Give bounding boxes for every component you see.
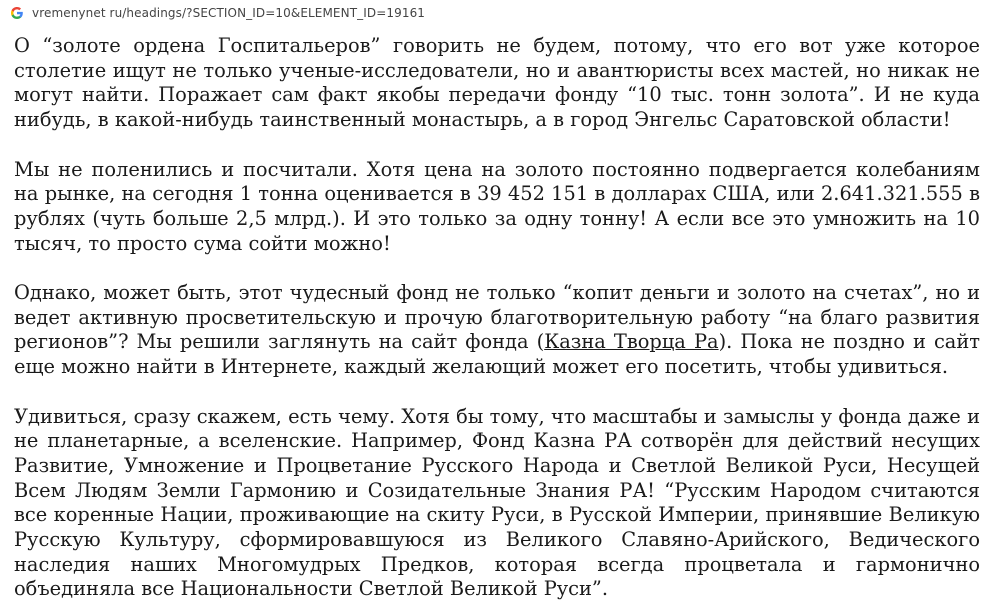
fund-website-link[interactable]: Казна Творца Ра	[544, 330, 718, 353]
paragraph-3-text-start: Однако, может быть, этот чудесный фонд не только “копит деньги и золото на счетах”, но и ведет активную просветительскую и прочую благотворительную работу “на благо развития регионов”? Мы решили заглянуть на сайт фонда (	[14, 281, 980, 353]
paragraph-1: О “золоте ордена Госпитальеров” говорить не будем, потому, что его вот уже которое столетие ищут не только ученые-исследователи, но и авантюристы всех мастей, но никак не могут найти. Поражает сам факт якобы передачи фонду “10 тыс. тонн золота”. И не куда нибудь, в какой-нибудь таинственный монастырь, а в город Энгельс Саратовской области!	[14, 34, 980, 133]
url-text[interactable]: vremenynet ru/headings/?SECTION_ID=10&ELEMENT_ID=19161	[32, 6, 425, 20]
paragraph-4: Удивиться, сразу скажем, есть чему. Хотя бы тому, что масштабы и замыслы у фонда даже и не планетарные, а вселенские. Например, Фонд Казна РА сотворён для действий несущих Развитие, Умножение и Процветание Русского Народа и Светлой Великой Руси, Несущей Всем Людям Земли Гармонию и Созидательные Знания РА! “Русским Народом считаются все коренные Нации, проживающие на скиту Руси, в Русской Империи, принявшие Великую Русскую Культуру, сформировавшуюся из Великого Славяно-Арийского, Ведического наследия наших Многомудрых Предков, которая всегда процветала и гармонично объединяла все Национальности Светлой Великой Руси”.	[14, 405, 980, 602]
address-bar[interactable]	[0, 0, 1000, 26]
paragraph-3	[14, 281, 980, 380]
paragraph-2: Мы не поленились и посчитали. Хотя цена на золото постоянно подвергается колебаниям на рынке, на сегодня 1 тонна оценивается в 39 452 151 в долларах США, или 2.641.321.555 в рублях (чуть больше 2,5 млрд.). И это только за одну тонну! А если все это умножить на 10 тысяч, то просто сума сойти можно!	[14, 158, 980, 257]
article-body	[14, 34, 980, 602]
google-g-icon	[10, 6, 24, 20]
paragraph-3-text-end: ). Пока не поздно и сайт еще можно найти в Интернете, каждый желающий может его посетить, чтобы удивиться.	[14, 330, 980, 378]
